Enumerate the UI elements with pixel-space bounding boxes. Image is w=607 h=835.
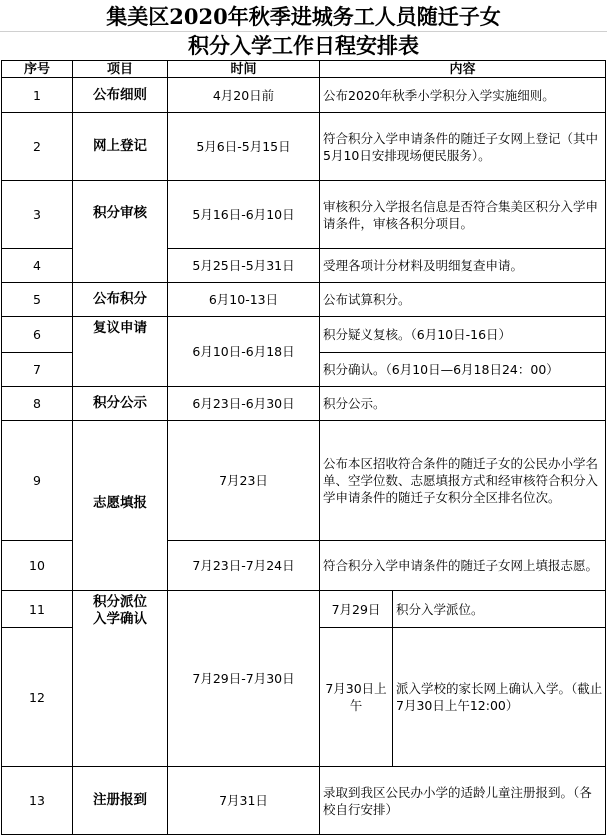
row-time: 7月31日 bbox=[168, 767, 320, 835]
row-no: 5 bbox=[2, 283, 73, 317]
divider bbox=[0, 31, 607, 32]
row-no: 8 bbox=[2, 387, 73, 421]
row-item bbox=[73, 591, 168, 767]
row-date: 7月30日上午 bbox=[320, 628, 393, 766]
table-row bbox=[2, 283, 606, 317]
row-content-split bbox=[320, 628, 606, 767]
row-content: 公布试算积分。 bbox=[320, 283, 606, 317]
header-no: 序号 bbox=[2, 61, 73, 78]
row-no: 11 bbox=[2, 591, 73, 628]
table-row bbox=[2, 767, 606, 835]
row-content: 积分确认。（6月10日—6月18日24：00） bbox=[320, 353, 606, 387]
table-row bbox=[2, 387, 606, 421]
row-time: 6月23日-6月30日 bbox=[168, 387, 320, 421]
row-content: 派入学校的家长网上确认入学。（截止7月30日上午12:00） bbox=[396, 681, 603, 713]
row-item: 注册报到 bbox=[73, 767, 168, 835]
table-row bbox=[2, 113, 606, 181]
row-time: 4月20日前 bbox=[168, 78, 320, 113]
row-content: 审核积分入学报名信息是否符合集美区积分入学申请条件，审核各积分项目。 bbox=[320, 181, 606, 249]
page-title-line2: 积分入学工作日程安排表 bbox=[188, 33, 419, 58]
header-content: 内容 bbox=[320, 61, 606, 78]
row-time: 5月6日-5月15日 bbox=[168, 113, 320, 181]
header-item: 项目 bbox=[73, 61, 168, 78]
table-row bbox=[2, 181, 606, 249]
row-time: 7月29日-7月30日 bbox=[168, 591, 320, 767]
table-row bbox=[2, 317, 606, 353]
row-no: 3 bbox=[2, 181, 73, 249]
row-time: 6月10-13日 bbox=[168, 283, 320, 317]
header-time: 时间 bbox=[168, 61, 320, 78]
row-no: 12 bbox=[2, 628, 73, 767]
row-content: 受理各项计分材料及明细复查申请。 bbox=[320, 249, 606, 283]
row-content: 符合积分入学申请条件的随迁子女网上填报志愿。 bbox=[320, 541, 606, 591]
row-content: 积分疑义复核。（6月10日-16日） bbox=[320, 317, 606, 353]
row-content: 积分公示。 bbox=[320, 387, 606, 421]
row-time: 5月25日-5月31日 bbox=[168, 249, 320, 283]
row-item: 公布细则 bbox=[73, 78, 168, 113]
content-split-table bbox=[320, 591, 605, 627]
table-row bbox=[2, 591, 606, 628]
table-row bbox=[2, 78, 606, 113]
page-title-line1: 集美区2020年秋季进城务工人员随迁子女 bbox=[106, 4, 501, 29]
row-time: 5月16日-6月10日 bbox=[168, 181, 320, 249]
row-item: 公布积分 bbox=[73, 283, 168, 317]
row-item: 复议申请 bbox=[73, 317, 168, 387]
row-content: 录取到我区公民办小学的适龄儿童注册报到。（各校自行安排） bbox=[320, 767, 606, 835]
row-item-line1: 积分派位 bbox=[93, 594, 147, 610]
row-time: 7月23日-7月24日 bbox=[168, 541, 320, 591]
table-header-row bbox=[2, 61, 606, 78]
table-row bbox=[2, 421, 606, 541]
row-item: 网上登记 bbox=[73, 113, 168, 181]
row-content: 符合积分入学申请条件的随迁子女网上登记（其中5月10日安排现场便民服务）。 bbox=[320, 113, 606, 181]
content-split-table bbox=[320, 628, 605, 766]
row-no: 7 bbox=[2, 353, 73, 387]
row-content: 公布本区招收符合条件的随迁子女的公民办小学名单、空学位数、志愿填报方式和经审核符合积分入学申请条件的随迁子女积分全区排名位次。 bbox=[320, 421, 606, 541]
row-no: 13 bbox=[2, 767, 73, 835]
row-time: 7月23日 bbox=[168, 421, 320, 541]
row-no: 2 bbox=[2, 113, 73, 181]
row-content-split bbox=[320, 591, 606, 628]
row-item-line2: 入学确认 bbox=[93, 611, 147, 627]
row-no: 9 bbox=[2, 421, 73, 541]
schedule-table bbox=[1, 60, 606, 835]
row-no: 1 bbox=[2, 78, 73, 113]
row-item: 积分公示 bbox=[73, 387, 168, 421]
row-no: 6 bbox=[2, 317, 73, 353]
row-no: 4 bbox=[2, 249, 73, 283]
row-time: 6月10日-6月18日 bbox=[168, 317, 320, 387]
row-content: 积分入学派位。 bbox=[396, 601, 484, 617]
row-item: 积分审核 bbox=[73, 181, 168, 283]
row-item: 志愿填报 bbox=[73, 421, 168, 591]
row-no: 10 bbox=[2, 541, 73, 591]
row-content: 公布2020年秋季小学积分入学实施细则。 bbox=[320, 78, 606, 113]
row-date: 7月29日 bbox=[320, 591, 393, 627]
